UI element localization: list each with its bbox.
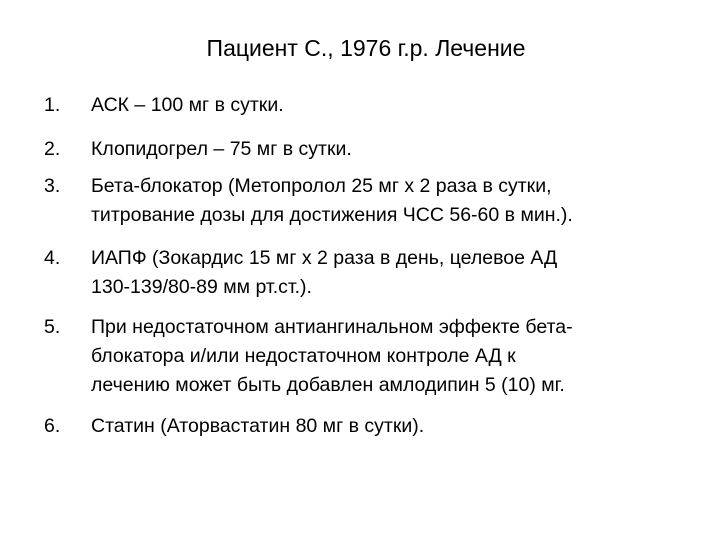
slide-title: Пациент С., 1976 г.р. Лечение (206, 35, 526, 61)
item-text (91, 244, 691, 302)
item-text (91, 91, 691, 120)
item-text (91, 412, 691, 441)
item-text (91, 135, 691, 164)
item-number: 6. (44, 415, 61, 437)
item-text-line: 130-139/80-89 мм рт.ст.). (91, 276, 312, 298)
item-number: 4. (44, 247, 61, 269)
item-text-line: ИАПФ (Зокардис 15 мг х 2 раза в день, целевое АД (91, 247, 558, 269)
item-text-line: лечению может быть добавлен амлодипин 5 (10) мг. (91, 374, 565, 396)
item-text (91, 313, 691, 400)
item-text-line: АСК – 100 мг в сутки. (91, 94, 284, 116)
item-text-line: Бета-блокатор (Метопролол 25 мг х 2 раза в сутки, (91, 175, 552, 197)
item-number: 1. (44, 94, 61, 116)
item-text-line: титрование дозы для достижения ЧСС 56-60 в мин.). (91, 204, 573, 226)
item-text-line: Клопидогрел – 75 мг в сутки. (91, 138, 352, 160)
item-text (91, 172, 691, 230)
item-text-line: При недостаточном антиангинальном эффекте бета- (91, 316, 573, 338)
item-number: 3. (44, 175, 61, 197)
item-text-line: блокатора и/или недостаточном контроле АД к (91, 345, 516, 367)
item-number: 5. (44, 316, 61, 338)
item-text-line: Статин (Аторвастатин 80 мг в сутки). (91, 415, 425, 437)
item-number: 2. (44, 138, 61, 160)
